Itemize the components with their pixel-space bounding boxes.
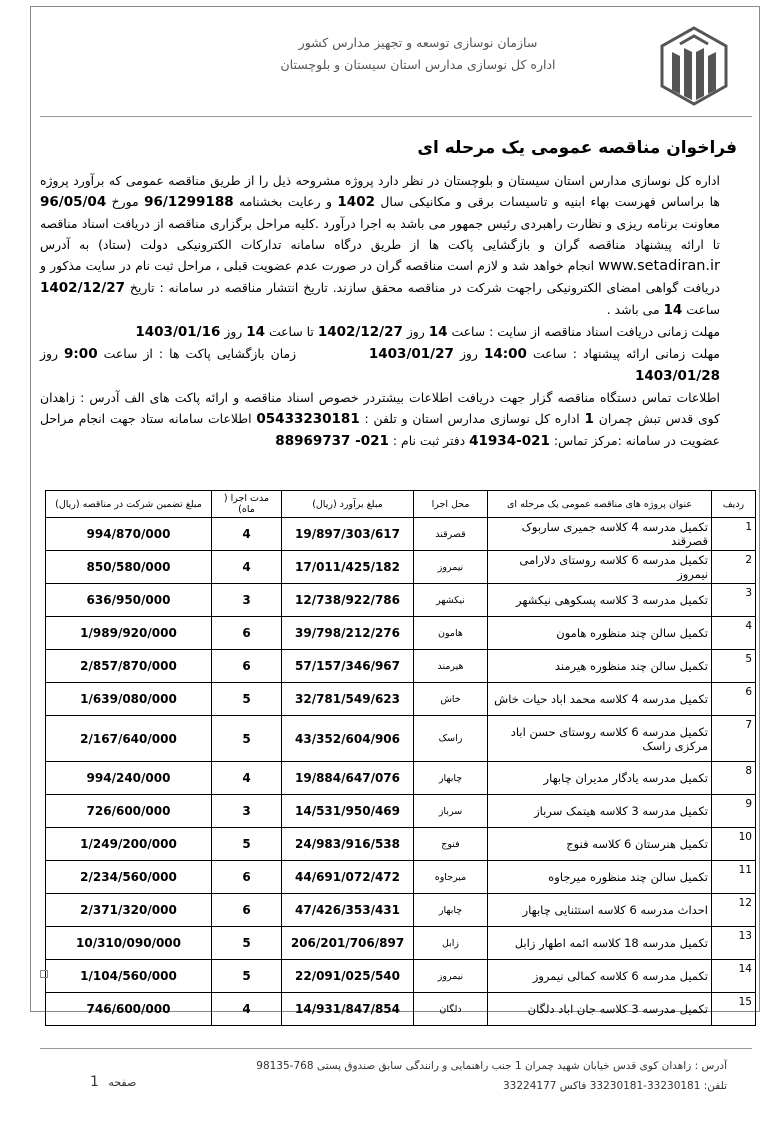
duration-months: 5 xyxy=(212,960,282,993)
circular-date: 96/05/04 xyxy=(40,194,107,210)
price-list-year: 1402 xyxy=(337,194,375,210)
project-title: تکمیل مدرسه 3 کلاسه پسکوهی نیکشهر xyxy=(488,584,712,617)
guarantee-amount: 850/580/000 xyxy=(46,551,212,584)
text: اطلاعات تماس دستگاه مناقصه گزار جهت دریافت اطلاعات بیشتردر خصوص اسناد مناقصه و ارائه پاکت های الف آدرس : زاهدان کوی قدس تبش چمران xyxy=(40,390,720,426)
text: تا ساعت xyxy=(269,324,314,339)
publish-hour: 14 xyxy=(663,302,683,318)
page-number xyxy=(90,1074,136,1090)
duration-months: 5 xyxy=(212,683,282,716)
row-number: 9 xyxy=(712,795,756,828)
col-header-guarantee: مبلغ تضمین شرکت در مناقصه (ریال) xyxy=(46,491,212,518)
checkbox-marker xyxy=(40,970,48,978)
estimate-amount: 19/897/303/617 xyxy=(282,518,414,551)
text: و رعایت بخشنامه xyxy=(239,194,332,209)
table-row xyxy=(46,762,756,795)
estimate-amount: 12/738/922/786 xyxy=(282,584,414,617)
text: مورخ xyxy=(111,194,139,209)
duration-months: 6 xyxy=(212,650,282,683)
guarantee-amount: 726/600/000 xyxy=(46,795,212,828)
table-row xyxy=(46,828,756,861)
footer-phone-line: تلفن: 33230181-33230181 فاکس 33224177 xyxy=(502,1080,727,1092)
guarantee-amount: 2/234/560/000 xyxy=(46,861,212,894)
date-value: 1403/01/27 xyxy=(368,346,454,362)
project-location: هیرمند xyxy=(414,650,488,683)
estimate-amount: 14/531/950/469 xyxy=(282,795,414,828)
table-row xyxy=(46,927,756,960)
guarantee-amount: 994/870/000 xyxy=(46,518,212,551)
guarantee-amount: 1/249/200/000 xyxy=(46,828,212,861)
org-line-2: اداره کل نوسازی مدارس استان سیستان و بلوچستان xyxy=(280,57,556,72)
row-number: 15 xyxy=(712,993,756,1026)
guarantee-amount: 2/857/870/000 xyxy=(46,650,212,683)
project-location: قصرقند xyxy=(414,518,488,551)
project-location: راسک xyxy=(414,716,488,762)
page-label: صفحه xyxy=(108,1076,137,1089)
announcement-body xyxy=(40,170,720,452)
estimate-amount: 32/781/549/623 xyxy=(282,683,414,716)
project-location: نیکشهر xyxy=(414,584,488,617)
guarantee-amount: 746/600/000 xyxy=(46,993,212,1026)
table-row xyxy=(46,894,756,927)
text: مهلت زمانی دریافت اسناد مناقصه از سایت : ساعت xyxy=(451,324,720,339)
projects-table-wrapper xyxy=(45,490,755,1026)
project-title: تکمیل مدرسه 4 کلاسه محمد اباد حیات خاش xyxy=(488,683,712,716)
project-title: تکمیل سالن چند منظوره هامون xyxy=(488,617,712,650)
row-number: 3 xyxy=(712,584,756,617)
organization-emblem-icon xyxy=(658,26,730,106)
document-title: فراخوان مناقصه عمومی یک مرحله ای xyxy=(417,138,737,158)
project-location: زابل xyxy=(414,927,488,960)
project-title: تکمیل مدرسه یادگار مدیران چابهار xyxy=(488,762,712,795)
paragraph-intro xyxy=(40,170,720,321)
footer-address-line: آدرس : زاهدان کوی قدس خیابان شهید چمران 1 جنب راهنمایی و رانندگی سابق صندوق پستی 768-98135 xyxy=(256,1060,727,1072)
project-location: چابهار xyxy=(414,762,488,795)
guarantee-amount: 2/167/640/000 xyxy=(46,716,212,762)
table-row xyxy=(46,861,756,894)
duration-months: 4 xyxy=(212,993,282,1026)
project-location: دلگان xyxy=(414,993,488,1026)
table-row xyxy=(46,993,756,1026)
org-line-1: سازمان نوسازی توسعه و تجهیز مدارس کشور xyxy=(298,35,538,50)
text: اداره کل نوسازی مدارس استان و تلفن : xyxy=(364,411,580,426)
estimate-amount: 17/011/425/182 xyxy=(282,551,414,584)
project-title: تکمیل مدرسه 4 کلاسه جمیری ساربوک قصرقند xyxy=(488,518,712,551)
guarantee-amount: 2/371/320/000 xyxy=(46,894,212,927)
row-number: 14 xyxy=(712,960,756,993)
project-location: نیمروز xyxy=(414,960,488,993)
estimate-amount: 14/931/847/854 xyxy=(282,993,414,1026)
estimate-amount: 57/157/346/967 xyxy=(282,650,414,683)
row-number: 12 xyxy=(712,894,756,927)
hour-value: 9:00 xyxy=(64,346,98,362)
project-title: تکمیل مدرسه 6 کلاسه روستای حسن اباد مرکزی راسک xyxy=(488,716,712,762)
project-title: تکمیل هنرستان 6 کلاسه فنوج xyxy=(488,828,712,861)
text: زمان بازگشایی پاکت ها : از ساعت xyxy=(103,346,297,361)
organization-names xyxy=(253,32,583,76)
text: دفتر ثبت نام : xyxy=(392,433,466,448)
guarantee-amount: 10/310/090/000 xyxy=(46,927,212,960)
paragraph-document-deadline xyxy=(40,321,720,343)
date-value: 1402/12/27 xyxy=(317,324,403,340)
row-number: 13 xyxy=(712,927,756,960)
phone-value: 021- 88969737 xyxy=(275,433,389,449)
project-title: تکمیل سالن چند منظوره هیرمند xyxy=(488,650,712,683)
table-row xyxy=(46,960,756,993)
estimate-amount: 206/201/706/897 xyxy=(282,927,414,960)
project-title: تکمیل مدرسه 6 کلاسه روستای دلارامی نیمروز xyxy=(488,551,712,584)
table-row xyxy=(46,795,756,828)
duration-months: 4 xyxy=(212,518,282,551)
paragraph-contact xyxy=(40,387,720,452)
estimate-amount: 47/426/353/431 xyxy=(282,894,414,927)
project-title: تکمیل مدرسه 3 کلاسه هیتمک سرباز xyxy=(488,795,712,828)
text: روز xyxy=(40,346,58,361)
table-body xyxy=(46,518,756,1026)
col-header-estimate: مبلغ برآورد (ریال) xyxy=(282,491,414,518)
projects-table xyxy=(45,490,756,1026)
hour-value: 14 xyxy=(246,324,266,340)
duration-months: 4 xyxy=(212,762,282,795)
row-number: 11 xyxy=(712,861,756,894)
text: روز xyxy=(224,324,243,339)
table-header-row xyxy=(46,491,756,518)
footer-divider xyxy=(40,1048,752,1049)
row-number: 10 xyxy=(712,828,756,861)
project-title: احداث مدرسه 6 کلاسه استثنایی چابهار xyxy=(488,894,712,927)
guarantee-amount: 1/639/080/000 xyxy=(46,683,212,716)
project-location: نیمروز xyxy=(414,551,488,584)
row-number: 8 xyxy=(712,762,756,795)
project-location: سرباز xyxy=(414,795,488,828)
table-row xyxy=(46,683,756,716)
duration-months: 4 xyxy=(212,551,282,584)
text: انجام خواهد شد و لازم است مناقصه گران در صورت عدم عضویت قبلی ، مراحل ثبت نام در سایت مذکور و دریافت گواهی امضای الکترونیکی راجهت شرکت در مناقصه محقق سازند. تاریخ انتشار مناقصه در سامانه : تاریخ xyxy=(40,258,720,295)
duration-months: 3 xyxy=(212,795,282,828)
text: روز xyxy=(406,324,425,339)
text: ساعت xyxy=(686,302,720,317)
date-value: 1403/01/28 xyxy=(634,368,720,384)
table-row xyxy=(46,518,756,551)
hour-value: 14:00 xyxy=(483,346,527,362)
estimate-amount: 19/884/647/076 xyxy=(282,762,414,795)
row-number: 2 xyxy=(712,551,756,584)
project-location: میرجاوه xyxy=(414,861,488,894)
row-number: 5 xyxy=(712,650,756,683)
project-location: خاش xyxy=(414,683,488,716)
date-value: 1403/01/16 xyxy=(135,324,221,340)
number-value: 1 xyxy=(584,411,594,427)
guarantee-amount: 1/989/920/000 xyxy=(46,617,212,650)
duration-months: 6 xyxy=(212,617,282,650)
footer-address xyxy=(127,1056,727,1096)
phone-value: 021-41934 xyxy=(469,433,550,449)
table-row xyxy=(46,716,756,762)
circular-number: 96/1299188 xyxy=(144,194,234,210)
text: مهلت زمانی ارائه پیشنهاد : ساعت xyxy=(533,346,720,361)
duration-months: 5 xyxy=(212,828,282,861)
project-location: فنوج xyxy=(414,828,488,861)
project-location: چابهار xyxy=(414,894,488,927)
project-title: تکمیل مدرسه 6 کلاسه کمالی نیمروز xyxy=(488,960,712,993)
table-row xyxy=(46,650,756,683)
guarantee-amount: 994/240/000 xyxy=(46,762,212,795)
table-row xyxy=(46,584,756,617)
page-number-value: 1 xyxy=(90,1074,99,1090)
col-header-location: محل اجرا xyxy=(414,491,488,518)
duration-months: 5 xyxy=(212,927,282,960)
text: اداره کل نوسازی مدارس استان سیستان و بلوچستان در نظر دارد پروژه مشروحه ذیل را از طریق مناقصه عمومی که برآورد پروژه ها براساس فهرست بهاء ابنیه و تاسیسات برقی و مکانیکی سال xyxy=(40,173,720,209)
col-header-duration: مدت اجرا ( ماه) xyxy=(212,491,282,518)
guarantee-amount: 1/104/560/000 xyxy=(46,960,212,993)
estimate-amount: 43/352/604/906 xyxy=(282,716,414,762)
text: روز xyxy=(459,346,478,361)
letterhead xyxy=(30,6,758,110)
estimate-amount: 24/983/916/538 xyxy=(282,828,414,861)
table-row xyxy=(46,551,756,584)
estimate-amount: 39/798/212/276 xyxy=(282,617,414,650)
duration-months: 5 xyxy=(212,716,282,762)
duration-months: 6 xyxy=(212,861,282,894)
duration-months: 3 xyxy=(212,584,282,617)
row-number: 4 xyxy=(712,617,756,650)
text: معاونت برنامه ریزی و نظارت راهبردی رئیس جمهور می باشد به اجرا درآورد .کلیه مراحل برگزاری مناقصه از دریافت اسناد مناقصه تا ارائه پیشنهاد مناقصه گران و بازگشایی پاکت ها از طریق درگاه سامانه تدارکات الکترونیکی دولت (ستاد) به آدرس xyxy=(40,216,720,252)
col-header-project-title: عنوان پروژه های مناقصه عمومی یک مرحله ای xyxy=(488,491,712,518)
row-number: 6 xyxy=(712,683,756,716)
text: می باشد . xyxy=(606,302,660,317)
estimate-amount: 22/091/025/540 xyxy=(282,960,414,993)
col-header-row-number: ردیف xyxy=(712,491,756,518)
hour-value: 14 xyxy=(428,324,448,340)
duration-months: 6 xyxy=(212,894,282,927)
guarantee-amount: 636/950/000 xyxy=(46,584,212,617)
paragraph-offer-deadline xyxy=(40,343,720,387)
publish-date: 1402/12/27 xyxy=(40,280,126,296)
row-number: 1 xyxy=(712,518,756,551)
row-number: 7 xyxy=(712,716,756,762)
phone-value: 05433230181 xyxy=(256,411,360,427)
header-divider xyxy=(40,116,752,117)
table-row xyxy=(46,617,756,650)
project-location: هامون xyxy=(414,617,488,650)
estimate-amount: 44/691/072/472 xyxy=(282,861,414,894)
project-title: تکمیل مدرسه 3 کلاسه جان اباد دلگان xyxy=(488,993,712,1026)
project-title: تکمیل مدرسه 18 کلاسه ائمه اطهار زابل xyxy=(488,927,712,960)
setad-website-link[interactable]: www.setadiran.ir xyxy=(598,258,720,274)
project-title: تکمیل سالن چند منظوره میرجاوه xyxy=(488,861,712,894)
text: اطلاعات سامانه ستاد جهت انجام مراحل عضویت در سامانه :مرکز تماس: xyxy=(40,411,720,448)
